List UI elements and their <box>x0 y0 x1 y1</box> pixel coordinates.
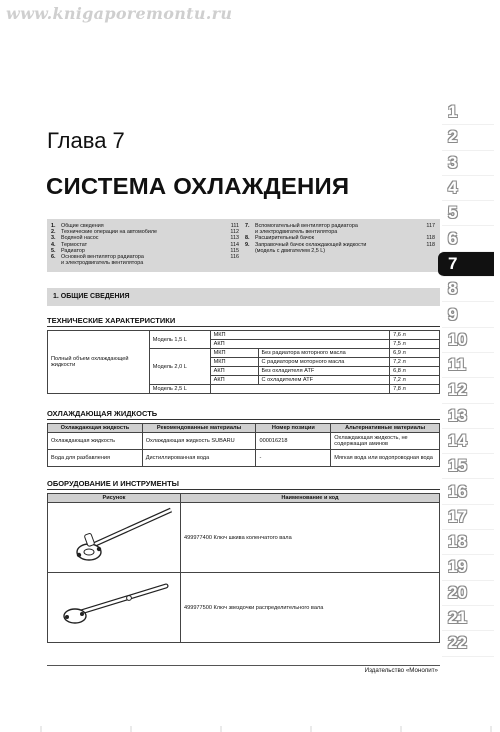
footer-divider <box>47 665 440 666</box>
tab-chapter-5[interactable]: 5 <box>442 201 494 226</box>
tab-chapter-14[interactable]: 14 <box>442 429 494 454</box>
table-row: АКП 7,5 л <box>48 340 440 349</box>
table-row: АКП С охладителем ATF 7,2 л <box>48 376 440 385</box>
spec-model: Модель 2,0 L <box>149 349 210 385</box>
tab-chapter-11[interactable]: 11 <box>442 353 494 378</box>
tab-chapter-12[interactable]: 12 <box>442 378 494 403</box>
toc-item[interactable]: 9. Заправочный бачок охлаждающей жидкости (модель с двигателем 2,5 L) 118 <box>245 241 435 254</box>
tab-chapter-17[interactable]: 17 <box>442 505 494 530</box>
toc-item[interactable]: 7. Вспомогательный вентилятор радиатора и электродвигатель вентилятора 117 <box>245 223 435 236</box>
tool-name: 499977400 Ключ шкива коленчатого вала <box>180 503 439 573</box>
tools-heading: ОБОРУДОВАНИЕ И ИНСТРУМЕНТЫ <box>47 479 180 488</box>
section-heading: 1. ОБЩИЕ СВЕДЕНИЯ <box>47 288 440 306</box>
tab-chapter-7-active[interactable]: 7 <box>438 252 494 277</box>
toc-item[interactable]: 2. Технические операции на автомобиле 112 <box>51 229 239 236</box>
toc-column-left <box>51 223 239 266</box>
spec-model: Модель 2,5 L <box>149 385 210 394</box>
tab-chapter-10[interactable]: 10 <box>442 328 494 353</box>
spec-heading: ТЕХНИЧЕСКИЕ ХАРАКТЕРИСТИКИ <box>47 316 176 325</box>
spec-param: Полный объем охлаждающей жидкости <box>48 331 150 394</box>
tab-chapter-3[interactable]: 3 <box>442 151 494 176</box>
toc-item[interactable]: 3. Водяной насос 113 <box>51 235 239 242</box>
divider <box>47 326 440 327</box>
table-row: АКП Без охладителя ATF 6,8 л <box>48 367 440 376</box>
spec-model: Модель 1,5 L <box>149 331 210 349</box>
tab-chapter-4[interactable]: 4 <box>442 176 494 201</box>
tab-chapter-9[interactable]: 9 <box>442 302 494 327</box>
tab-chapter-13[interactable]: 13 <box>442 404 494 429</box>
toc-item[interactable]: 4. Термостат 114 <box>51 241 239 248</box>
tab-chapter-21[interactable]: 21 <box>442 606 494 631</box>
spec-table <box>47 330 440 394</box>
coolant-heading: ОХЛАЖДАЮЩАЯ ЖИДКОСТЬ <box>47 409 158 418</box>
table-row: Вода для разбавления Дистиллированная вода - Мягкая вода или водопроводная вода <box>48 450 440 467</box>
toc-item[interactable]: 8. Расширительный бачок 118 <box>245 235 435 242</box>
tab-chapter-20[interactable]: 20 <box>442 581 494 606</box>
toc-column-right <box>245 223 435 254</box>
tab-chapter-8[interactable]: 8 <box>442 277 494 302</box>
scan-artifact <box>0 726 500 732</box>
toc-item[interactable]: 5. Радиатор 115 <box>51 247 239 254</box>
tools-table <box>47 493 440 643</box>
chapter-label: Глава 7 <box>47 128 125 153</box>
tab-chapter-15[interactable]: 15 <box>442 454 494 479</box>
tab-chapter-16[interactable]: 16 <box>442 479 494 504</box>
table-row: Охлаждающая жидкость Охлаждающая жидкость SUBARU 000016218 Охлаждающая жидкость, не содержащая аминов <box>48 433 440 450</box>
coolant-table <box>47 423 440 467</box>
table-row: Модель 2,5 L 7,8 л <box>48 385 440 394</box>
table-of-contents <box>47 219 440 272</box>
tab-chapter-1[interactable]: 1 <box>442 100 494 125</box>
toc-item[interactable]: 1. Общие сведения 111 <box>51 223 239 229</box>
publisher-label: Издательство «Монолит» <box>364 667 438 674</box>
table-header-row: Рисунок Наименование и код <box>48 494 440 503</box>
tab-chapter-2[interactable]: 2 <box>442 125 494 150</box>
table-row: Полный объем охлаждающей жидкости Модель 1,5 L МКП 7,6 л <box>48 331 440 340</box>
divider <box>47 489 440 490</box>
camshaft-sprocket-wrench-icon <box>51 576 176 640</box>
watermark: www.knigaporemontu.ru <box>6 4 233 23</box>
chapter-tabs <box>442 100 494 657</box>
tab-chapter-18[interactable]: 18 <box>442 530 494 555</box>
toc-item[interactable]: 6. Основной вентилятор радиатора и электродвигатель вентилятора 116 <box>51 254 239 267</box>
crankshaft-pulley-wrench-icon <box>51 506 176 570</box>
table-row <box>48 503 440 573</box>
tab-chapter-22[interactable]: 22 <box>442 631 494 656</box>
table-header-row: Охлаждающая жидкость Рекомендованные материалы Номер позиции Альтернативные материалы <box>48 424 440 433</box>
tool-name: 499977500 Ключ звездочки распределительного вала <box>180 573 439 643</box>
table-row: Модель 2,0 L МКП Без радиатора моторного масла 6,9 л <box>48 349 440 358</box>
page-title: СИСТЕМА ОХЛАЖДЕНИЯ <box>46 173 350 199</box>
table-row: МКП С радиатором моторного масла 7,2 л <box>48 358 440 367</box>
tab-chapter-19[interactable]: 19 <box>442 555 494 580</box>
table-row <box>48 573 440 643</box>
divider <box>47 419 440 420</box>
tab-chapter-6[interactable]: 6 <box>442 226 494 251</box>
